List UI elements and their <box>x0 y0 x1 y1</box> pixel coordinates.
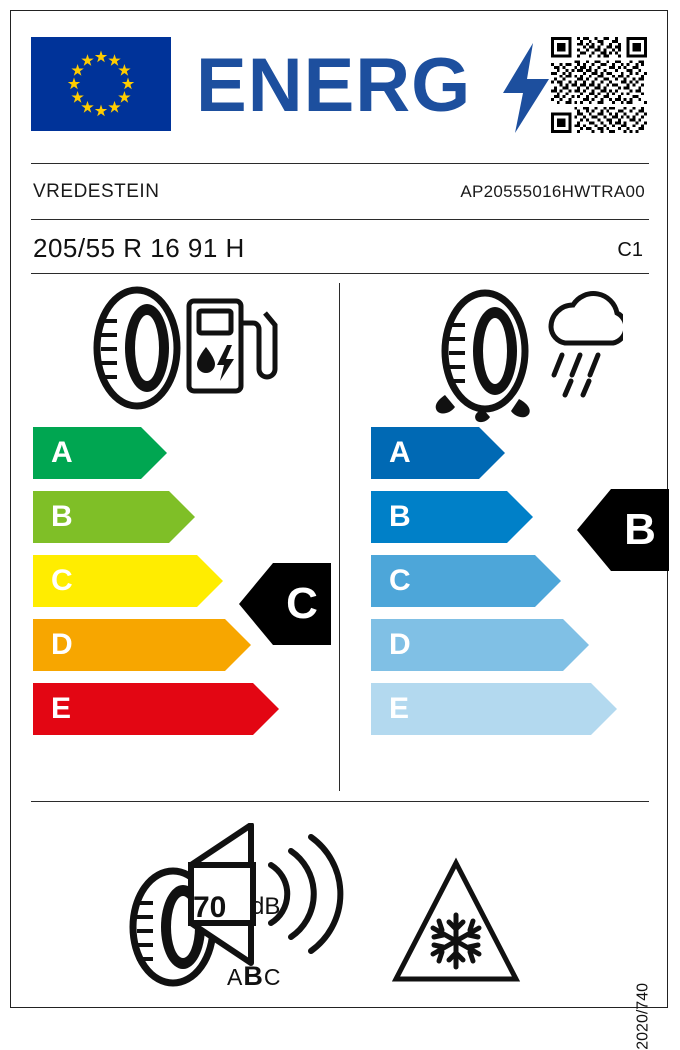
tyre-icon <box>97 290 177 406</box>
fuel-grade-letter: C <box>51 564 73 597</box>
wet-result-letter: B <box>624 505 656 554</box>
wet-grip-scale <box>371 427 661 747</box>
fuel-grade-bar-b <box>33 491 323 543</box>
wet-grade-letter: D <box>389 628 411 661</box>
fuel-drop-icons <box>197 345 234 381</box>
divider-brand <box>31 219 649 220</box>
sound-wave-icon <box>271 837 340 951</box>
wet-grade-bar-e <box>371 683 661 735</box>
wet-grade-letter: A <box>389 436 411 469</box>
fuel-efficiency-pictogram <box>89 283 279 413</box>
wet-grade-letter: C <box>389 564 411 597</box>
divider-vertical <box>339 283 340 791</box>
rain-cloud-icon <box>551 294 623 395</box>
label-header <box>11 11 667 153</box>
noise-class-scale <box>227 961 281 992</box>
snowflake-mountain-icon <box>391 857 521 985</box>
tyre-wet-icon <box>436 293 530 422</box>
fuel-grade-bar-e <box>33 683 323 735</box>
eu-flag-icon <box>31 37 171 131</box>
fuel-efficiency-result <box>239 563 331 645</box>
fuel-pump-icon <box>189 301 275 391</box>
fuel-grade-letter: D <box>51 628 73 661</box>
noise-unit: dB <box>251 893 281 920</box>
wet-grade-bar-d <box>371 619 661 671</box>
fuel-grade-letter: B <box>51 500 73 533</box>
wet-grip-result <box>577 489 669 571</box>
date-code: 2020/740 <box>635 983 652 1050</box>
tyre-size: 205/55 R 16 91 H <box>33 233 245 263</box>
tyre-class: C1 <box>617 239 643 261</box>
wet-grip-pictogram <box>423 283 623 425</box>
lightning-bolt-icon <box>499 43 551 133</box>
divider-bottom <box>31 801 649 802</box>
noise-class-a: A <box>227 964 244 990</box>
noise-class-b: B <box>243 961 264 991</box>
fuel-grade-letter: E <box>51 692 72 725</box>
product-sku: AP20555016HWTRA00 <box>460 182 645 201</box>
fuel-grade-bar-a <box>33 427 323 479</box>
noise-class-c: C <box>263 964 282 990</box>
wet-grade-letter: B <box>389 500 411 533</box>
wet-grade-bar-a <box>371 427 661 479</box>
brand-name: VREDESTEIN <box>33 181 160 202</box>
fuel-grade-letter: A <box>51 436 73 469</box>
noise-value: 70 <box>193 891 227 924</box>
divider-header <box>31 163 649 164</box>
wet-grade-letter: E <box>389 692 410 725</box>
page-title: ENERG <box>196 43 472 128</box>
fuel-result-letter: C <box>286 579 318 628</box>
qr-code-icon <box>551 37 647 133</box>
energy-label <box>10 10 668 1050</box>
divider-size <box>31 273 649 274</box>
